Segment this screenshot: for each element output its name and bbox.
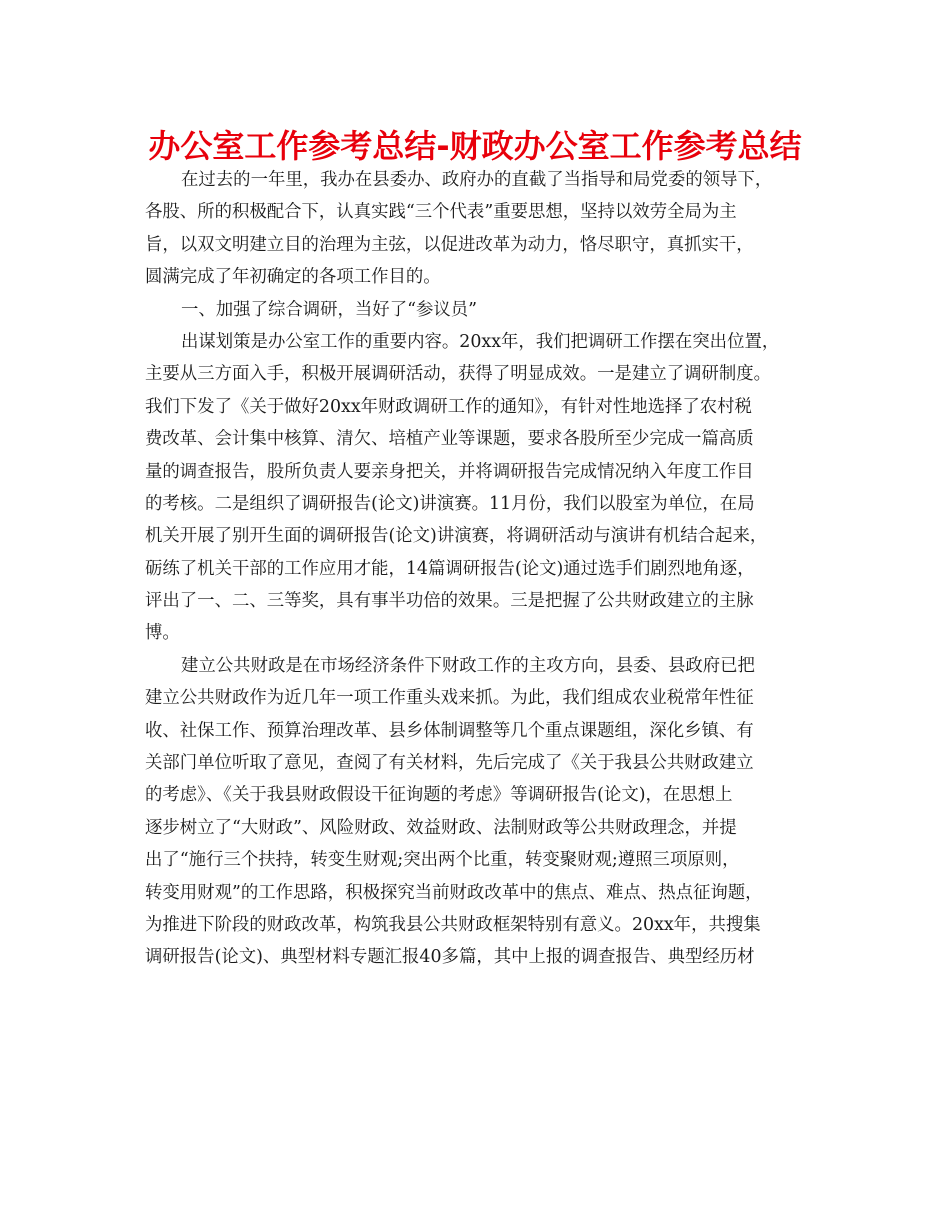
paragraph-line: 评出了一、二、三等奖，具有事半功倍的效果。三是把握了公共财政建立的主脉	[145, 591, 754, 612]
paragraph-line: 在过去的一年里，我办在县委办、政府办的直截了当指导和局党委的领导下，	[181, 170, 773, 190]
paragraph-line: 砺练了机关干部的工作应用才能，14篇调研报告(论文)通过选手们剧烈地角逐，	[145, 558, 755, 579]
paragraph-line: 出谋划策是办公室工作的重要内容。20xx年，我们把调研工作摆在突出位置，	[181, 331, 780, 352]
paragraph-line: 转变用财观”的工作思路，积极探究当前财政改革中的焦点、难点、热点征询题，	[145, 882, 763, 903]
document-body	[145, 164, 807, 974]
paragraph-line: 旨，以双文明建立目的治理为主弦，以促进改革为动力，恪尽职守，真抓实干，	[145, 234, 754, 255]
paragraph-line: 的考虑》、《关于我县财政假设干征询题的考虑》等调研报告(论文)，在思想上	[145, 785, 733, 806]
paragraph-line: 建立公共财政是在市场经济条件下财政工作的主攻方向，县委、县政府已把	[181, 655, 755, 676]
paragraph-line: 我们下发了《关于做好20xx年财政调研工作的通知》，有针对性地选择了农村税	[145, 396, 752, 417]
paragraph-line: 收、社保工作、预算治理改革、县乡体制调整等几个重点课题组，深化乡镇、有	[145, 720, 754, 741]
paragraph-line: 建立公共财政作为近几年一项工作重头戏来抓。为此，我们组成农业税常年性征	[145, 688, 754, 709]
section-heading: 一、加强了综合调研，当好了“参议员”	[181, 299, 478, 320]
paragraph-line: 各股、所的积极配合下，认真实践“三个代表”重要思想，坚持以效劳全局为主	[145, 202, 737, 223]
paragraph-line: 为推进下阶段的财政改革，构筑我县公共财政框架特别有意义。20xx年，共搜集	[145, 914, 761, 935]
paragraph-line: 量的调查报告，股所负责人要亲身把关，并将调研报告完成情况纳入年度工作目	[145, 461, 754, 482]
paragraph-line: 费改革、会计集中核算、清欠、培植产业等课题，要求各股所至少完成一篇高质	[145, 429, 754, 450]
paragraph-line: 调研报告(论文)、典型材料专题汇报40多篇，其中上报的调查报告、典型经历材	[145, 947, 755, 968]
paragraph-line: 博。	[145, 623, 180, 644]
paragraph-line: 圆满完成了年初确定的各项工作目的。	[145, 267, 441, 288]
document-title: 办公室工作参考总结-财政办公室工作参考总结	[148, 127, 802, 165]
paragraph-line: 的考核。二是组织了调研报告(论文)讲演赛。11月份，我们以股室为单位，在局	[145, 493, 755, 514]
paragraph-line: 机关开展了别开生面的调研报告(论文)讲演赛，将调研活动与演讲有机结合起来，	[145, 526, 768, 547]
paragraph-line: 出了“施行三个扶持，转变生财观;突出两个比重，转变聚财观;遵照三项原则，	[145, 850, 740, 871]
paragraph-line: 关部门单位听取了意见，查阅了有关材料，先后完成了《关于我县公共财政建立	[145, 753, 754, 774]
paragraph-line: 逐步树立了“大财政”、风险财政、效益财政、法制财政等公共财政理念，并提	[145, 817, 737, 838]
paragraph-line: 主要从三方面入手，积极开展调研活动，获得了明显成效。一是建立了调研制度。	[145, 364, 772, 385]
